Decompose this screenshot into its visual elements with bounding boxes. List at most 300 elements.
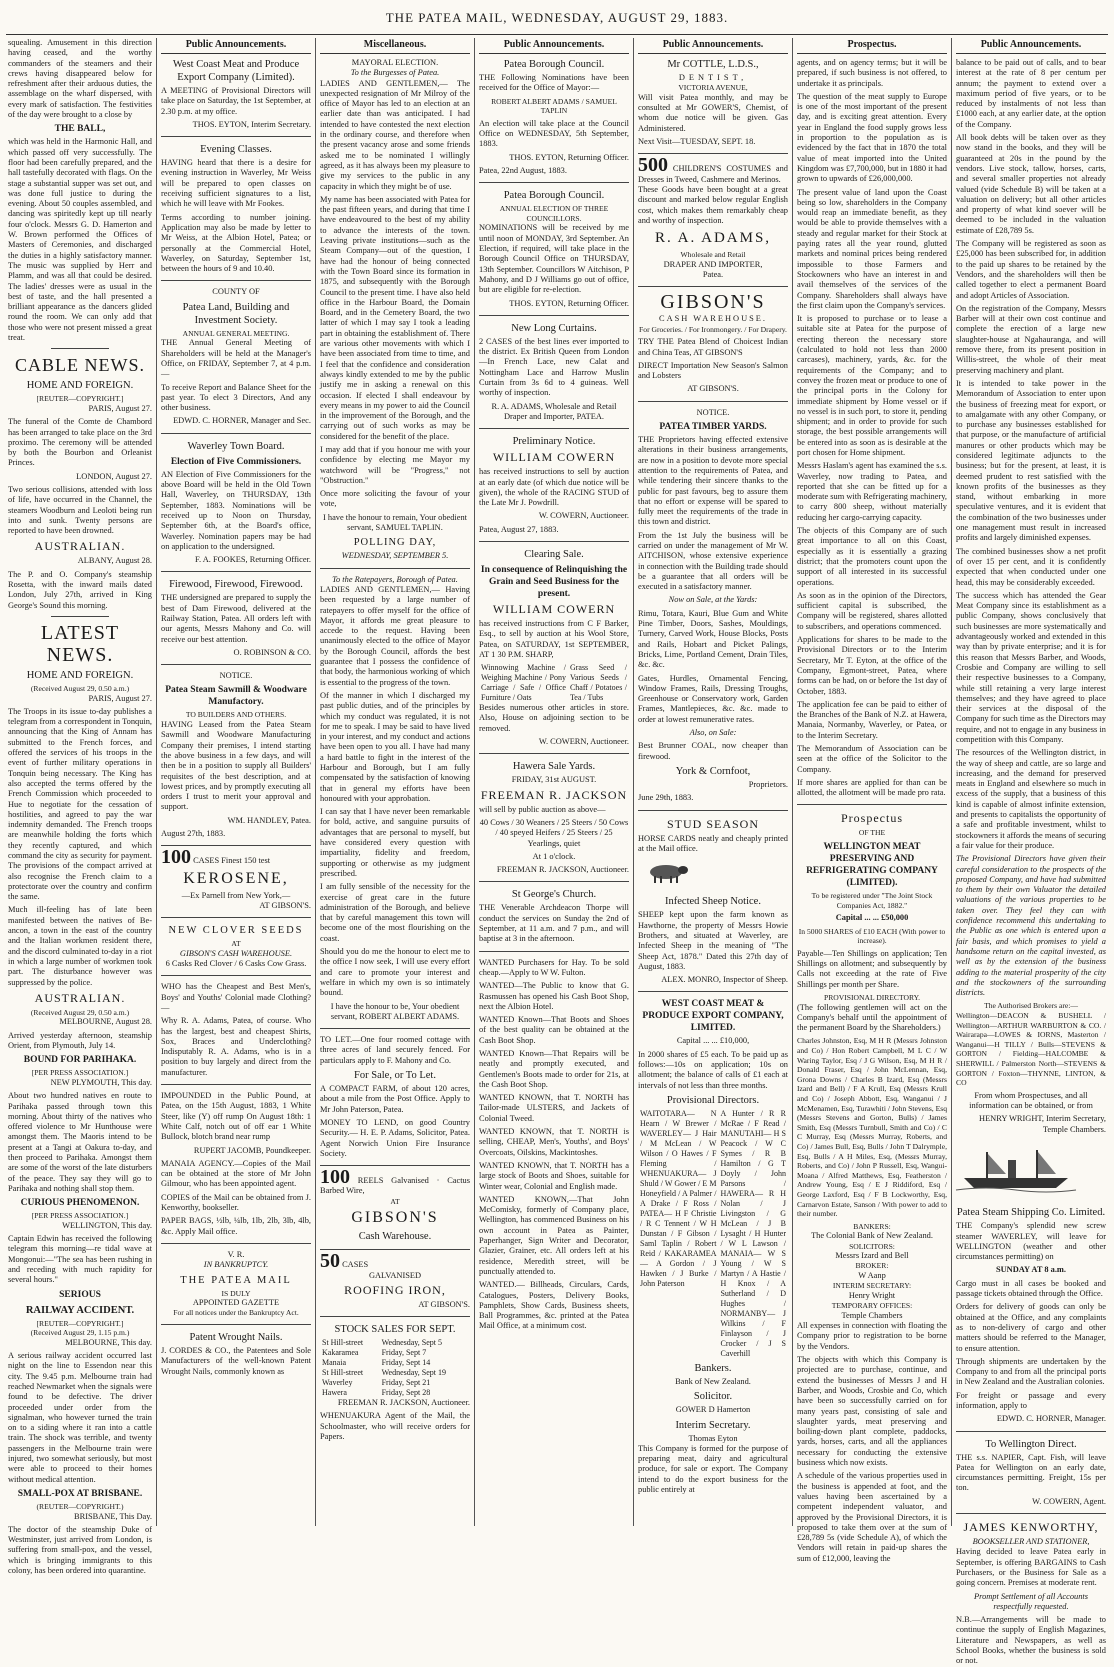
prospectus-text: The combined businesses show a net profit of over 15 per cent, and it is confidently expected that when conducted under one head, this may be considerably exceeded. [956, 546, 1106, 587]
section-heading: THE BALL, [54, 124, 106, 135]
ad-kicker: COUNTY OF [212, 287, 260, 297]
ad-subtitle: TEMPORARY OFFICES: [831, 1301, 913, 1311]
ad-text: Also, on Sale: [689, 728, 737, 738]
ad-text: Cargo must in all cases be booked and passage tickets obtained through the Office. [956, 1278, 1106, 1299]
ad-text: Proprietors. [748, 779, 788, 789]
column-miscellaneous [316, 38, 474, 1526]
ad-text: DRAPER AND IMPORTER, [663, 259, 763, 269]
ad-signature: W. COWERN, Auctioneer. [538, 511, 629, 521]
prospectus-text: The application fee can be paid to either of the Branches of the Bank of N.Z. at Hawera, Manaia, Normanby, Waverley, or Patea, or to the Interim Secretary. [797, 699, 947, 740]
article-text: Two serious collisions, attended with loss of life, have occurred in the Channel, the steamers Woodburn and Leoloti being run into and sunk. Twenty persons are reported to have been drowned. [8, 484, 152, 536]
table-cell: Kakaramea [322, 1348, 359, 1358]
wanted-ad: WANTED KNOWN, that T. NORTH has a large stock of Boots and Shoes, suitable for Winter wear, Colonial and English made. [479, 1160, 629, 1191]
ad-text: AT [390, 1196, 400, 1206]
table-cell: Manaia [322, 1358, 346, 1368]
prospectus-text: The success which has attended the Gear Meat Company since its establishment as a public Company, shows conclusively that such businesses are more systematically and advantageously worked and extended in this way than by private enterprise; and it is for this reason that Messrs Barber, and Woods, Crosbie and Company are willing to sell their respective businesses to a Company, while still retaining a very large interest themselves; and they have agreed to place their services at the disposal of the Company for such time as the Directors may require, and not to engage in any business in competition with this Company. [956, 590, 1107, 744]
separator [797, 804, 947, 805]
directors-list [638, 1109, 788, 1359]
separator [161, 975, 311, 976]
ad-title: ROOFING IRON, [344, 1282, 446, 1297]
table-cell: Friday, Sept 14 [381, 1358, 431, 1368]
ad-text: AT GIBSON'S. [687, 384, 739, 394]
ad-signature: THOS. EYTON, Returning Officer. [509, 298, 629, 308]
prospectus-text: agents, and on agency terms; but it will be prepared, if such business is not offered, to undertake it as principals. [797, 58, 947, 88]
table-row [320, 1378, 470, 1388]
separator [638, 286, 788, 287]
ad-number: 500 [638, 154, 668, 177]
prospectus-text: Applications for shares to be made to the Provisional Directors or to the Interim Secretary, Mr T. Eyton, at the office of the Company, Egmont-street, Patea, where forms can be had, on or before the 1st day of October, 1883. [797, 635, 948, 696]
article-text: The Troops in its issue to-day publishes a telegram from a correspondent in Tonquin, announcing that the King of Annam has submitted to the French forces, and offered the services of his troops in the event of further military operations in Tonquin being necessary. The King has also accepted the terms offered by the French Commission which proceeded to Hue to negotiate for the cessation of hostilities, and agreed to pay the war indemnity demanded. The French troops are meanwhile holding the forts which they recently captured, and which command the city as security for payment. The provisions of the compact arrived at also recognise the French claim to a protectorate over the country and confirm the same. [8, 706, 152, 902]
ad-text: THE undersigned are prepared to supply the best of Dam Firewood, delivered at the Railway Station, Patea. All orders left with our agents, Messrs Mahony and Co. will receive our best attention. [161, 593, 311, 644]
ad-signature: FREEMAN R. JACKSON, Auctioneer. [337, 1398, 470, 1408]
childrens-costumes-ad [638, 154, 788, 185]
kerosene-ad [161, 846, 311, 869]
barbed-wire-ad [320, 1166, 471, 1197]
prospectus-text: Messrs Haslam's agent has examined the s.s. Waverley, now trading to Patea, and reported that she can be fitted up for a moderate sum with Refrigerating machinery, to carry 800 sheep, without materially reducing her cargo-carrying capacity. [797, 461, 947, 522]
ad-signature: HENRY WRIGHT, Interim Secretary, Temple Chambers. [979, 1114, 1106, 1134]
ad-text: Gates, Hurdles, Ornamental Fencing, Window Frames, Rails, Dressing Troughs, Greenhouse or Conservatory work, Garden Frames, Mantlepieces, &c. &c. made to order at lowest remunerative rates. [638, 673, 788, 724]
separator [161, 664, 311, 665]
ad-text: GOWER D Hamerton [675, 1405, 751, 1415]
section-heading: AUSTRALIAN. [34, 539, 126, 554]
ad-text: Next Visit—TUESDAY, SEPT. 18. [638, 137, 756, 147]
column-header: Public Announcements. [638, 38, 788, 54]
ad-date: August 27th, 1883. [161, 829, 226, 839]
ad-text: has received instructions from C F Barker, Esq., to sell by auction at his Wool Store, Patea, on SATURDAY, 1st SEPTEMBER, AT 1 30 P.M. SHARP, [479, 618, 629, 659]
clearing-sale-items [479, 663, 629, 703]
wanted-ad: WANTED KNOWN, that T. NORTH has Tailor-made ULSTERS, and Jackets of Colonial Tweed. [479, 1093, 629, 1123]
ad-text: From whom Prospectuses, and all information can be obtained, or from [969, 1090, 1093, 1111]
ad-text: Patea. [702, 270, 724, 280]
ad-signature: THOS. EYTON, Returning Officer. [509, 152, 629, 162]
ad-signature: ALEX. MONRO, Inspector of Sheep. [661, 975, 788, 985]
ad-text: I can say that I have never been remarkable for bold, active, and sanguine pursuits of advantages that are personal to myself, but have considered every question with impartiality, fidelity and freedom, supporting or otherwise as my judgment prescribed. [320, 807, 470, 878]
section-heading: LATEST NEWS. [40, 621, 120, 666]
ad-text: DIRECT Importation New Season's Salmon and Lobsters [638, 360, 788, 381]
ad-title: Patent Wrought Nails. [189, 1332, 283, 1344]
ad-subtitle: Interim Secretary. [675, 1419, 751, 1431]
ad-title: WEST COAST MEAT & PRODUCE EXPORT COMPANY, LIMITED. [642, 999, 784, 1034]
section-heading: BOUND FOR PARIHAKA. [23, 1055, 137, 1066]
separator [161, 136, 311, 137]
ad-subtitle: To the Ratepayers, Borough of Patea. [332, 574, 458, 584]
separator [956, 1431, 1106, 1432]
credit-line: (REUTER—COPYRIGHT.) [36, 1501, 124, 1511]
ad-title: West Coast Meat and Produce Export Company (Limited). [172, 59, 300, 83]
separator [51, 348, 109, 349]
ad-text: COPIES of the Mail can be obtained from J. Kenworthy, bookseller. [161, 1192, 311, 1213]
prospectus-text: The Company will be registered as soon as £25,000 has been subscribed for, in addition to the paid up shares to be retained by the Vendors, and the shareholders will then be called together to elect a permanent Board and adopt Articles of Association. [956, 239, 1106, 300]
ad-subtitle: SOLICITORS: [849, 1241, 895, 1251]
separator [161, 1084, 311, 1085]
column-prospectus [793, 38, 951, 1563]
ad-text: Capital ... ... £50,000 [835, 913, 909, 923]
ad-text: SHEEP kept upon the farm known as Hawthorne, the property of Messrs Howie Brothers, and situated at Waverley, are Infected Sheep in the meaning of "The Sheep Act, 1878." Dated this 27th day of August, 1883. [638, 910, 788, 971]
table-cell: St Hill-street [322, 1338, 364, 1348]
roofing-iron-ad [320, 1250, 470, 1273]
directors-column: A Hunter / R R McRae / F Read / MANUTAHI— H S Peacock / W C Symes / R B Hamilton / G T Doyly / John Parsons / HAWERA— R H Nolan / J Livingston / G McLean / J B Lysaght / H Hunter / W L Lawson / MANAIA— W S Young / W S Martyn / A Hastie / H Knox / A Sutherland / D Hughes / NORMANBY— J Wilkins / F Finlayson / J Crocker / J S Caverhill [720, 1108, 786, 1358]
prospectus-text: It is intended to take power in the Memorandum of Association to enter upon the business of freezing meat for export, or to amalgamate with any other Company, or to purchase any businesses established for that purpose, or the manufacture of artificial manures or other products which may be considered legitimate adjuncts to the business; but for the present, at least, it is deemed prudent to rest satisfied with the known profits of the businesses as they stand, without embarking in more speculative ventures, and it is evident that the combination of the two businesses under one management must result in increased profits and largely diminished expenses. [956, 378, 1106, 543]
ad-number: 100 [161, 846, 191, 869]
table-row [320, 1358, 470, 1368]
ad-kicker: NOTICE. [219, 671, 253, 681]
ad-title: Prospectus [841, 811, 903, 826]
article-text: A serious railway accident occurred last night on the line to Essendon near this city. The 9.45 p.m. Melbourne train had reached Newmarket when the signals were found to be defective. The driver proceeded under order from the signalman, who however turned the train on to a siding where it ran into a cattle train. The shock was terrible, and twenty passengers in the Melbourne train were injured, two somewhat seriously, but most were able to proceed to their homes without medical attention. [8, 1351, 152, 1484]
separator [479, 541, 629, 542]
column-header: Miscellaneous. [320, 38, 470, 54]
brokers-list: Wellington—DEACON & BUSHELL / Wellington—ARTHUR WARBURTON & CO. / Wairarapa—LOWES & IORNS, Masterton / Wanganui—H TILLY / Bulls—STEVENS & GORTON / Fielding—HALCOMBE & SHERWILL / Palmerston North—STEVENS & GORTON / Foxton—THYNNE, LINTON, & CO [956, 1011, 1106, 1088]
separator [320, 1316, 470, 1317]
ad-signature: RUPERT JACOMB, Poundkeeper. [193, 1145, 311, 1155]
separator [479, 951, 629, 952]
separator [320, 568, 470, 569]
ad-signature: EDWD. C. HORNER, Manager and Sec. [173, 416, 311, 426]
section-heading: CABLE NEWS. [15, 355, 145, 376]
dateline: WELLINGTON, This day. [62, 1220, 152, 1230]
ad-title: R. A. ADAMS, [654, 230, 772, 247]
ad-signature: O. ROBINSON & CO. [233, 647, 311, 657]
prospectus-text: If more shares are applied for than can be allotted, the allotment will be made pro rata. [797, 777, 947, 798]
ad-text: has received instructions to sell by auction at an early date (of which due notice will be given), the whole of the RACING STUD of the Late Mr J. Powdrill. [479, 467, 629, 508]
credit-line: [PER PRESS ASSOCIATION.] [31, 1068, 129, 1078]
ad-signature: R. A. ADAMS, Wholesale and Retail Draper and Importer, PATEA. [491, 401, 617, 421]
ad-text: OF THE [858, 828, 886, 838]
column-public-announcements-4 [952, 38, 1110, 1666]
ad-text: APPOINTED GAZETTE [192, 1298, 280, 1308]
separator [479, 315, 629, 316]
ad-title: To Wellington Direct. [985, 1438, 1077, 1450]
ad-text: IMPOUNDED in the Public Pound, at Patea, on the 15th August, 1883, 1 White Steer, like (Y) off rump On August 18th: 1 White Calf, notch out of off ear 1 White Bullock, blotch brand near rump [161, 1091, 311, 1142]
ad-subtitle: INTERIM SECRETARY: [832, 1281, 912, 1291]
column-header: Public Announcements. [161, 38, 311, 54]
credit-line: [PER PRESS ASSOCIATION.] [31, 1211, 129, 1221]
article-text: squealing. Amusement in this direction having ceased, and the worthy commanders of the steamers and their crews having disappeared below for refreshment after their arduous duties, the assemblage on the wharf dispersed, with every mark of satisfaction. The festivities of the day were brought to a close by [8, 38, 152, 120]
dateline: ALBANY, August 28. [77, 556, 152, 566]
article-text: Arrived yesterday afternoon, steamship Orient, from Plymouth, July 14. [8, 1030, 152, 1051]
article-text: The funeral of the Comte de Chambord has been arranged to take place on the 3rd proximo. The ceremony will be attended by both the Bourbon and Orleanist Princes. [8, 417, 152, 468]
ad-text: My name has been associated with Patea for the past fifteen years, and during that time I have endeavoured to the best of my ability to advance the interests of the town. Leaving private institutions—such as the Steam Company—out of the question, I have had the honour of being connected with the Town Board since its formation in 1875, and subsequently with the Borough Council to the present time. I have also held office in the Harbour Board, the Domain Board, and in the Cemetery Board, the two latter of which I may say I took a leading part in obtaining the establishment of. There are various other movements with which I have been associated from time to time, and I feel that the confidence and consideration always kindly extended to me by the public justify me in asking a renewal on this occasion. If elected I shall endeavour by every means in my power to aid the Council in the improvement of the Borough, and the carrying out of such works as may be considered for the benefit of the place. [320, 194, 470, 441]
column-header: Public Announcements. [956, 38, 1106, 54]
ad-text: VICTORIA AVENUE, [678, 83, 748, 93]
masthead-rule [6, 34, 1108, 35]
table-cell: St Hill-street [322, 1368, 364, 1378]
ad-text: Of the manner in which I discharged my past public duties, and of the principles by which my conduct was regulated, it is not for me to speak. I may be said to have lived in your interest, and my conduct and actions have been open to you all. I have had many a hard battle to fight in the interest of the Harbour and Borough, but I am fully compensated by the satisfaction of knowing that in general my efforts have been honoured with your approbation. [320, 690, 470, 803]
stock-sales-body [320, 1338, 470, 1398]
separator [638, 991, 788, 992]
prospectus-text: On the registration of the Company, Messrs Barber will at their own cost continue and complete the erection of a large new slaughter-house at Ngahauranga, and will remove there, from its present position in Willis-street, the whole of their meat preserving machinery and plant. [956, 303, 1106, 375]
ad-text: LADIES AND GENTLEMEN,— Having been requested by a large number of ratepayers to offer myself for the office of Mayor, it affords me great pleasure to accede to the request. Having been unanimously elected to the office of Mayor by the Borough Council, affords the best guarantee that I possess the confidence of that body, the harmonious working of which is essential to the progress of the town. [320, 584, 470, 687]
ad-text: Payable—Ten Shillings on application; Ten Shillings on allotment; and subsequently by Calls not exceeding at the rate of Five Shillings per month per Share. [797, 948, 947, 989]
ad-subtitle: To the Burgesses of Patea. [350, 68, 440, 78]
directors-column: WAITOTARA— N Hearn / W Brewer / WAVERLEY— J Hair / M McLean / W Wilson / O Hawes / F Fleming / WHENUAKURA— J Shuld / W Gower / E M Honeyfield / A Palmer / A Drake / F Ross / PATEA— H F Christie / R C Tennent / W H Dunstan / F Gibson / Saml Taplin / Robert Reid / KAKARAMEA— A Gordon / J Hawken / J Burke / John Paterson [640, 1108, 717, 1288]
dateline: PARIS, August 27. [88, 403, 152, 413]
wanted-ad: WANTED.— Billheads, Circulars, Cards, Catalogues, Posters, Delivery Books, Pamphlets, Show Cards, Business sheets, Ball Programmes, &c. printed at the Patea Mail Office, at a minimum cost. [479, 1280, 629, 1331]
item-list: Grass Seed / Various Seeds / Chaff / Potatoes / Tea / Tubs [569, 663, 627, 703]
ad-title: Hawera Sale Yards. [512, 761, 596, 773]
ad-text: Terms according to number joining. Application may also be made by letter to Mr Weiss, at the Albion Hotel, Patea; or personally at the Commercial Hotel, Waverley, on Saturday, September 1st, between the hours of 9 and 10.40. [161, 212, 311, 274]
ad-subtitle: IN BANKRUPTCY. [203, 1260, 269, 1270]
dateline: MELBOURNE, August 28. [59, 1017, 152, 1027]
ad-subtitle: PROVISIONAL DIRECTORY. [823, 992, 921, 1002]
table-cell: Waverley [322, 1378, 353, 1388]
table-cell: Friday, Sept 21 [381, 1378, 431, 1388]
names-list: Charles Johnston, Esq, M H R (Messrs Johnston and Co) / Hon Robert Campbell, M L C / W Waring Taylor, Esq / J G Wilson, Esq, M H R / Donald Fraser, Esq / John McLennan, Esq, Grona Downs / Charles B Izard, Esq (Messrs Izard and Bell) / F A Krull, Esq (Messrs Krull and Co) / Joseph Abbott, Esq, Wanganui / J McMenamen, Esq, Turawhiti / John Stevens, Esq (Messrs Stevens and Gorton, Bulls) / James Smith, Esq (Messrs Turnbull, Smith and Co) / C C Murray, Esq (Messrs Murray, Roberts, and Co) / James Bull, Esq, Bulls / John T Dalrymple, Esq, Bulls / A H Miles, Esq, (Messrs Murray, Roberts, and Co) / John P Russell, Esq, Wangui-Moana / Alfred Matthews, Esq, Featherston / Andrew Young, Esq / E J Riddiford, Esq / George Laxford, Esq / F B Lockworthy, Esq, Carnarvon Estate, Sanson / With power to add to their number. [797, 1036, 947, 1219]
table-row [320, 1368, 470, 1378]
ad-date: June 29th, 1883. [638, 793, 694, 803]
column-header: Prospectus. [797, 38, 947, 54]
ad-text: AT GIBSON'S. [418, 1299, 470, 1309]
ad-signature: I have the honour to be, Your obedient servant, ROBERT ALBERT ADAMS. [330, 1001, 460, 1021]
ad-name: FREEMAN R. JACKSON [480, 787, 628, 802]
separator [161, 1324, 311, 1325]
table-row [320, 1338, 470, 1348]
ad-text: MONEY TO LEND, on good Country Security.— H. E. P. Adams, Solicitor, Patea. Agent Norwich Union Fire Insurance Society. [320, 1117, 470, 1158]
ad-name: WILLIAM COWERN [492, 450, 616, 465]
ad-text: THE Venerable Archdeacon Thorpe will conduct the services on Sunday the 2nd of September, at 11 a.m. and 7 p.m., and will baptise at 3 in the afternoon. [479, 903, 629, 944]
ad-signature: THOS. EYTON, Interim Secretary. [192, 119, 311, 129]
item-list: Winnowing Machine / Weighing Machine / Pony Carriage / Safe / Office Furniture / Oats [481, 663, 566, 703]
ad-subtitle: BOOKSELLER AND STATIONER, [972, 1537, 1090, 1547]
ad-text: Messrs Izard and Bell [835, 1251, 909, 1261]
ad-subtitle: In consequence of Relinquishing the Grain and Seed Business for the present. [480, 564, 628, 599]
ad-text: 6 Casks Red Clover / 6 Casks Cow Grass. [165, 959, 307, 969]
ad-title: New Long Curtains. [511, 322, 597, 334]
ad-text: A MEETING of Provisional Directors will take place on Saturday, the 1st September, at 2.30 p.m. at my office. [161, 86, 311, 116]
prospectus-text: As soon as in the opinion of the Directors, sufficient capital is subscribed, the Company will be registered, shares allotted to subscribers, and operations commenced. [797, 590, 947, 631]
ad-title: STOCK SALES FOR SEPT. [334, 1324, 456, 1336]
dateline: NEW PLYMOUTH, This day. [50, 1077, 152, 1087]
ad-text: 2 CASES of the best lines ever imported to the district. Ex British Queen from London—In French Lace, new Calat and Nottingham Lace and Harrow Muslin Curtain from 3s 6d to 4 guineas. Well worthy of inspection. [479, 336, 629, 398]
separator [161, 280, 311, 281]
ad-text: The Colonial Bank of New Zealand. [811, 1231, 933, 1241]
ad-text: I am fully sensible of the necessity for the exercise of great care in the future administration of the Borough, and believe that by careful management this town will become one of the most flourishing on the coast. [320, 882, 470, 943]
ad-text: THE Following Nominations have been received for the Office of Mayor:— [479, 73, 629, 93]
ad-text: Should you do me the honour to elect me to the office I now seek, I will use every effort and care to promote your interest and welfare in which my own is so intimately bound. [320, 947, 470, 998]
ad-text: LADIES AND GENTLEMEN,— The unexpected resignation of Mr Milroy of the office of Mayor has led to an election at an earlier date than was anticipated. I had intended to have contested the next election in the ordinary course, and therefore when the present vacancy arose and some friends asked me to be nominated I willingly agreed, as it has always been my pleasure to give my services to the public in any capacity in which they might be of use. [320, 78, 470, 191]
ad-text: THE Company's splendid new screw steamer WAVERLEY, will leave for WELLINGTON (weather and other circumstances permitting) on [956, 1221, 1106, 1262]
separator [51, 616, 109, 617]
ad-number: 50 [320, 1250, 340, 1273]
ad-text: In 5000 SHARES of £10 EACH (With power to increase). [798, 926, 946, 946]
article-text: which was held in the Harmonic Hall, and which passed off very successfully. The floor had been carefully prepared, and the hall tastefully decorated with flags. On the stage a substantial supper was set out, and was done full justice to during the evening. About 50 couples assembled, and dancing was spiritedly kept up till nearly four o'clock. Messrs G. D. Hamerton and W. Brown performed the Offices of Masters of Ceremonies, and discharged the duties in a highly satisfactory manner. The music was supplied by Herr and Plamm, and was all that could be desired. The ladies' dresses were as usual in the best of taste, and the hall presented a brilliant appearance as the dancers glided round the room. We can only add that those who were not present missed a great treat. [8, 137, 152, 343]
dateline: LONDON, August 27. [76, 471, 152, 481]
ad-text: This Company is formed for the purpose of preparing meat, dairy and agricultural produce, for sale or export. The Company intend to do the export business for the public entirely at [638, 1443, 788, 1495]
ad-subtitle: DENTIST, [678, 73, 748, 82]
ad-subtitle: BROKER: [855, 1261, 889, 1271]
ad-text: AN Election of Five Commissioners for the above Board will be held in the Old Town Hall, Waverley, on THURSDAY, 13th September, 1883. Nominations will be received up to Noon on Thursday, September 6th, at the Board's office, Waverley. Nomination papers may be had on application to the undersigned. [161, 469, 311, 551]
separator [320, 1249, 470, 1250]
ad-subtitle: BANKERS: [853, 1221, 891, 1231]
ad-date: Patea, 22nd August, 1883. [479, 165, 567, 175]
ad-text: THE s.s. NAPIER, Capt. Fish, will leave Patea for Wellington on an early date, circumstances permitting. Freight, 15s per ton. [956, 1452, 1106, 1493]
ad-subtitle: Solicitor. [693, 1391, 733, 1403]
ad-text: TO LET.—One four roomed cottage with three acres of land securely fenced. For particulars apply to F. Mahony and Co. [320, 1035, 470, 1065]
credit-line: (Received August 29, 1.15 p.m.) [30, 1328, 130, 1338]
ad-title: Mr COTTLE, L.D.S., [667, 59, 759, 70]
ad-name: JAMES KENWORTHY, [963, 1520, 1099, 1535]
ad-text: SUNDAY AT 8 a.m. [995, 1265, 1067, 1275]
separator [161, 571, 311, 572]
ad-title: Clearing Sale. [524, 548, 584, 560]
ad-text: (The following gentlemen will act on the Company's behalf until the appointment of the permanent Board by the Shareholders.) [797, 1002, 947, 1033]
separator [161, 1243, 311, 1244]
ad-title: Firewood, Firewood, Firewood. [169, 579, 303, 591]
column-public-announcements-2 [475, 38, 633, 1526]
credit-line: (Received August 29, 0.50 a.m.) [30, 683, 130, 693]
ad-subtitle: CASH WAREHOUSE. [658, 314, 768, 324]
ad-text: Thomas Eyton [688, 1433, 738, 1443]
stock-sales-table [320, 1338, 470, 1398]
ad-signature: FREEMAN R. JACKSON, Auctioneer. [496, 865, 629, 875]
prospectus-text: balance to be paid out of calls, and to bear interest at the rate of 8 per centum per annum; the payment to extend over a maximum period of five years, or to be reduced by instalments of not less than £1000 each, at any earlier date, at the option of the Company. [956, 58, 1106, 129]
ad-text: Besides numerous other articles in store. Also, House on adjoining section to be removed. [479, 703, 629, 733]
item-list: 40 Cows / 30 Weaners / 25 Steers / 50 Cows / 40 speyed Heifers / 25 Steers / 25 Yearlings, quiet [479, 817, 629, 848]
ad-title: WELLINGTON MEAT PRESERVING AND REFRIGERATING COMPANY (LIMITED). [806, 842, 938, 889]
dateline: PARIS, August 27. [88, 693, 152, 703]
ad-kicker: NOTICE. [696, 407, 730, 417]
separator [161, 433, 311, 434]
separator [479, 428, 629, 429]
table-cell: Wednesday, Sept 5 [381, 1338, 442, 1348]
ad-title: Preliminary Notice. [512, 436, 596, 448]
wanted-ad: WANTED KNOWN,—That John McComisky, formerly of Company place, Wellington, has commenced Business on his own account in Patea as Painter, Paperhanger, Sign Writer and Decorator, Glazier, Grainer, etc. All orders left at his residence, Meredith street, will be punctually attended to. [479, 1194, 629, 1276]
prospectus-text: A schedule of the various properties used in the business is appended at foot, and the values having been ascertained by a competent independent valuator, and approved by the Provisional Directors, it is proposed to take them over at the sum of £28,789 5s (vide Schedule A), of which the Vendors will retain in paid-up shares the sum of £12,000, leaving the [797, 1471, 947, 1563]
ad-text: HAVING Leased from the Patea Steam Sawmill and Woodware Manufacturing Company their premises, I intend starting the above business in a few days, and will then be in a position to supply all Builders' requisites of the best description, and at lowest prices, and by promptly executing all orders I trust to merit your approval and support. [161, 720, 311, 812]
ad-text: —Ex Parnell from New York,— [181, 890, 291, 900]
ad-subtitle: ANNUAL GENERAL MEETING. [182, 328, 290, 338]
wanted-ad: WANTED Known—That Repairs will be neatly and promptly executed, and Gentlemen's Boots made to order for 21s, at the Cash Boot Shop. [479, 1049, 629, 1089]
ad-title: POLLING DAY, [353, 537, 437, 549]
prospectus-text: The present value of land upon the Coast being so low, shareholders in the Company would reap an immediate benefit, as they would be able to provide themselves with a steady and regular market for their Stock at paying rates all the year round, glutted markets and nominal prices being rendered impossible to those Farmers and Stockowners who have an interest in and avail themselves of the services of the Company. Shareholders shall always have the first claim upon the Company's services. [797, 187, 947, 310]
ad-title: STUD SEASON [666, 816, 759, 831]
ad-signature: F. A. FOOKES, Returning Officer. [195, 555, 311, 565]
ad-text: Wholesale and Retail [680, 250, 746, 260]
ad-subtitle: Bankers. [694, 1362, 732, 1374]
ad-title: GIBSON'S [660, 291, 766, 314]
article-text: Much ill-feeling has of late been manifested between the natives of Be-ancon, a town in the east of the country and the Italian workmen resident there, and the discord culminated to-day in a riot in which a large number of workmen took part. The disturbance however was suppressed by the police. [8, 905, 152, 987]
ad-text: Henry Wright [848, 1290, 896, 1300]
ad-text: IS DULY [221, 1288, 251, 1298]
ad-kicker: V. R. [227, 1249, 245, 1259]
ad-date: Patea, August 27, 1883. [479, 524, 559, 534]
ad-subtitle: ANNUAL ELECTION OF THREE COUNCILLORS. [499, 204, 609, 223]
ad-text: At 1 o'clock. [532, 851, 576, 861]
ad-text: From the 1st July the business will be carried on under the management of Mr W. AITCHISON, whose extensive experience in connection with the Building trade should be a guarantee that all orders will be executed in a satisfactory manner. [638, 530, 788, 592]
wanted-ad: WANTED—The Public to know that G. Rasmussen has opened his Cash Boot Shop, next the Albion Hotel. [479, 981, 629, 1011]
credit-line: (Received August 29, 0.50 a.m.) [30, 1007, 130, 1017]
separator [638, 810, 788, 811]
ad-subtitle: FRIDAY, 31st AUGUST. [511, 775, 597, 785]
ad-text: WHO has the Cheapest and Best Men's, Boys' and Youths' Colonial made Clothing?— [161, 982, 311, 1012]
column-header: Public Announcements. [479, 38, 629, 54]
ad-title: Patea Land, Building and Investment Society. [182, 301, 290, 326]
prospectus-text: The resources of the Wellington district, in the way of sheep and cattle, are so large and increasing, and the demand for preserved meats in England and elsewhere so much in excess of the supply, that a business of this kind is capable of almost infinite extension, and presents to capitalists the opportunity of a safe and profitable investment, whilst to stockowners it affords the means of securing a fair value for their produce. [956, 748, 1106, 850]
separator [479, 881, 629, 882]
section-heading: SMALL-POX AT BRISBANE. [17, 1488, 143, 1499]
ad-text: GIBSON'S CASH WAREHOUSE. [179, 948, 293, 958]
ad-text: TRY THE Patea Blend of Choicest Indian and China Teas, AT GIBSON'S [638, 337, 788, 357]
ad-subtitle: The Authorised Brokers are:— [984, 1001, 1078, 1011]
ad-text: Now on Sale, at the Yards: [668, 595, 758, 605]
prospectus-text: All expenses in connection with floating the Company prior to registration to be borne by the Vendors. [797, 1321, 947, 1351]
ad-subtitle: TO BUILDERS AND OTHERS. [185, 710, 287, 720]
ad-text: THE Proprietors having effected extensive alterations in their business arrangements, are now in a position to devote more special attention to the requirements of Patea, and while tendering their sincere thanks to the public for past favours, beg to assure them that no effort or expense will be spared to fully meet the requirements of the trade in this town and district. [638, 435, 788, 527]
table-cell: Friday, Sept 7 [381, 1348, 427, 1358]
column-public-announcements-3 [634, 38, 792, 1526]
ad-text: CASES [342, 1260, 369, 1270]
ad-signature: WM. HANDLEY, Patea. [227, 815, 311, 825]
ad-text: HORSE CARDS neatly and cheaply printed at the Mail office. [638, 833, 788, 853]
ad-text: A COMPACT FARM, of about 120 acres, about a mile from the Post Office. Apply to Mr John Paterson, Patea. [320, 1084, 470, 1114]
ad-text: To be registered under "The Joint Stock Companies Act, 1882." [811, 891, 933, 910]
separator [161, 917, 311, 918]
ad-text: HAVING heard that there is a desire for evening instruction in Waverley, Mr Weiss will be prepared to open classes on receiving sufficient signatures to a list, which he will leave with Mr Fookes. [161, 158, 311, 209]
prospectus-text: The Provisional Directors have given their careful consideration to the prospects of the proposed Company, and have had submitted to them by their own Valuator the detailed valuations of the various properties to be taken over. They feel they can with confidence recommend this undertaking to the Public as one which is entered upon a fair basis, and which promises to yield a handsome return on the capital invested, as well as by the extension of the business adding to the material prosperity of the city and the stockowners of the surrounding districts. [956, 854, 1106, 998]
ad-title: Waverley Town Board. [187, 440, 285, 452]
prospectus-text: The objects with which this Company is projected are to purchase, continue, and extend the businesses of Messrs J and H Barber, and Woods, Crosbie and Co, which have been so successfully carried on for many years past, consisting of sale and slaughter yards, meat preserving and boiling-down plant complete, paddocks, yards, horses, carts, and all the appliances necessary for conducting the extensive business which now exists. [797, 1355, 947, 1468]
ad-text: N.B.—Arrangements will be made to continue the supply of English Magazines, Literature and Newspapers, as well as School Books, whether the business is sold or not. [956, 1615, 1106, 1666]
ad-text: W Aanp [858, 1271, 886, 1281]
prospectus-text: The question of the meat supply to Europe is one of the most important of the present day, and is exciting great attention. Every year in England the food supply grows less in proportion to the population as is evidenced by the fact that in 1870 the total value of meat imported into the United Kingdom was £7,700,000, but in 1880 it had grown to upwards of £26,000,000. [797, 91, 947, 184]
section-heading: CURIOUS PHENOMENON. [20, 1198, 140, 1209]
article-text: Captain Edwin has received the following telegram this morning—re tidal wave at Mongonui:—"The sea has been rushing in and receding with much rapidity for several hours." [8, 1234, 152, 1285]
ad-title: THE PATEA MAIL [180, 1274, 292, 1286]
ad-text: Bank of New Zealand. [675, 1376, 751, 1386]
article-text: About two hundred natives en route to Parihaka passed through town this morning. About thirty of the natives who offered violence to Mr Hunthouse were amongst them. The Maoris intend to be present at a Tangi at Oakura to-day, and then proceed to Parihaka. Amongst them are some of the worst of the late disturbers of the peace. They say they will go to Parihaka and nothing shall stop them. [8, 1091, 152, 1193]
ad-title: For Sale, or To Let. [354, 1070, 436, 1082]
ad-title: NEW CLOVER SEEDS [168, 925, 304, 937]
ad-subtitle: Election of Five Commissioners. [170, 456, 302, 467]
ad-subtitle: Cash Warehouse. [358, 1231, 432, 1243]
section-subheading: HOME AND FOREIGN. [26, 380, 134, 392]
column-public-announcements [157, 38, 315, 1526]
ad-text: CHILDREN'S COSTUMES and Dresses in Tweed, Cashmere and Merinos. [638, 164, 788, 184]
section-subheading: HOME AND FOREIGN. [26, 669, 134, 681]
ad-signature: W. COWERN, Auctioneer. [538, 737, 629, 747]
wanted-ad: WANTED Purchasers for Hay. To be sold cheap.—Apply to W W. Fulton. [479, 957, 629, 977]
ad-title: York & Cornfoot, [675, 765, 751, 777]
wanted-ad: WANTED KNOWN, that T. NORTH is selling, CHEAP, Men's, Youths', and Boys' Overcoats, Oilskins, Mackintoshes. [479, 1127, 629, 1157]
credit-line: [REUTER—COPYRIGHT.] [36, 1318, 124, 1328]
ad-text: Will visit Patea monthly, and may be consulted at Mr GOWER'S, Chemist, of whom due notice will be given. Gas Administered. [638, 92, 788, 133]
ad-text: GALVANISED [368, 1270, 422, 1280]
ad-text: Having decided to leave Patea early in September, is offering BARGAINS to Cash Purchasers, or the Business for Sale as a going concern. Premises at moderate rent. [956, 1547, 1106, 1588]
ad-text: Capital ... ... £10,000, [676, 1036, 750, 1046]
ad-text: will sell by public auction as above— [479, 804, 606, 814]
ad-title: Patea Steam Sawmill & Woodware Manufactory. [165, 685, 307, 708]
ad-title: St George's Church. [511, 889, 597, 901]
ad-number: 100 [320, 1166, 350, 1189]
ad-text: I may add that if you honour me with your confidence by electing me Mayor my watchword will be "Progress," not "Obstruction." [320, 444, 470, 485]
ad-title: MAYORAL ELECTION. [351, 58, 439, 67]
ad-subtitle: Provisional Directors. [666, 1094, 760, 1106]
credit-line: [REUTER—COPYRIGHT.] [36, 394, 124, 404]
prospectus-text: It is proposed to purchase or to lease a suitable site at Patea for the purpose of erecting thereon the necessary store (calculated to hold not less than 2000 carcases), machinery, yards, &c. for the requirements of the Company; and to convey the frozen meat or produce to one of the principal ports in the Colony for immediate shipment by Home vessel or if no vessel is in such port, to store it, pending shipment; and in order to provide for such storage, the best possible arrangements will be entered into as soon as is desirable at the port chosen for Home shipment. [797, 314, 947, 457]
ad-title: Evening Classes. [200, 144, 272, 156]
separator [479, 753, 629, 754]
ad-text: J. CORDES & CO., the Patentees and Sole Manufacturers of the well-known Patent Wrought Nails, commonly known as [161, 1346, 311, 1376]
ad-title: PATEA TIMBER YARDS. [659, 422, 767, 433]
ad-text: For all notices under the Bankruptcy Act. [173, 1308, 299, 1318]
prospectus-text: The objects of this Company are of such great importance to all on this Coast, especially as it is essentially a grazing district; that the promoters count upon the support of all interested in its successful operations. [797, 526, 947, 587]
prospectus-text: The Memorandum of Association can be seen at the office of the Solicitor to the Company. [797, 744, 947, 774]
ad-text: An election will take place at the Council Office on WEDNESDAY, 5th September, 1883. [479, 118, 629, 149]
ad-text: Temple Chambers [841, 1310, 903, 1320]
ad-title: Patea Borough Council. [503, 190, 605, 202]
sheep-icon [638, 861, 698, 885]
ad-text: Rimu, Totara, Kauri, Blue Gum and White Pine Timber, Doors, Sashes, Mouldings, Turnery, Carved Work, House Blocks, Posts and Rails, Hobart and Picket Palings, Bricks, Lime, Portland Cement, Drain Tiles, &c. &c. [638, 608, 788, 670]
ad-subtitle: WEDNESDAY, SEPTEMBER 5. [341, 551, 449, 561]
